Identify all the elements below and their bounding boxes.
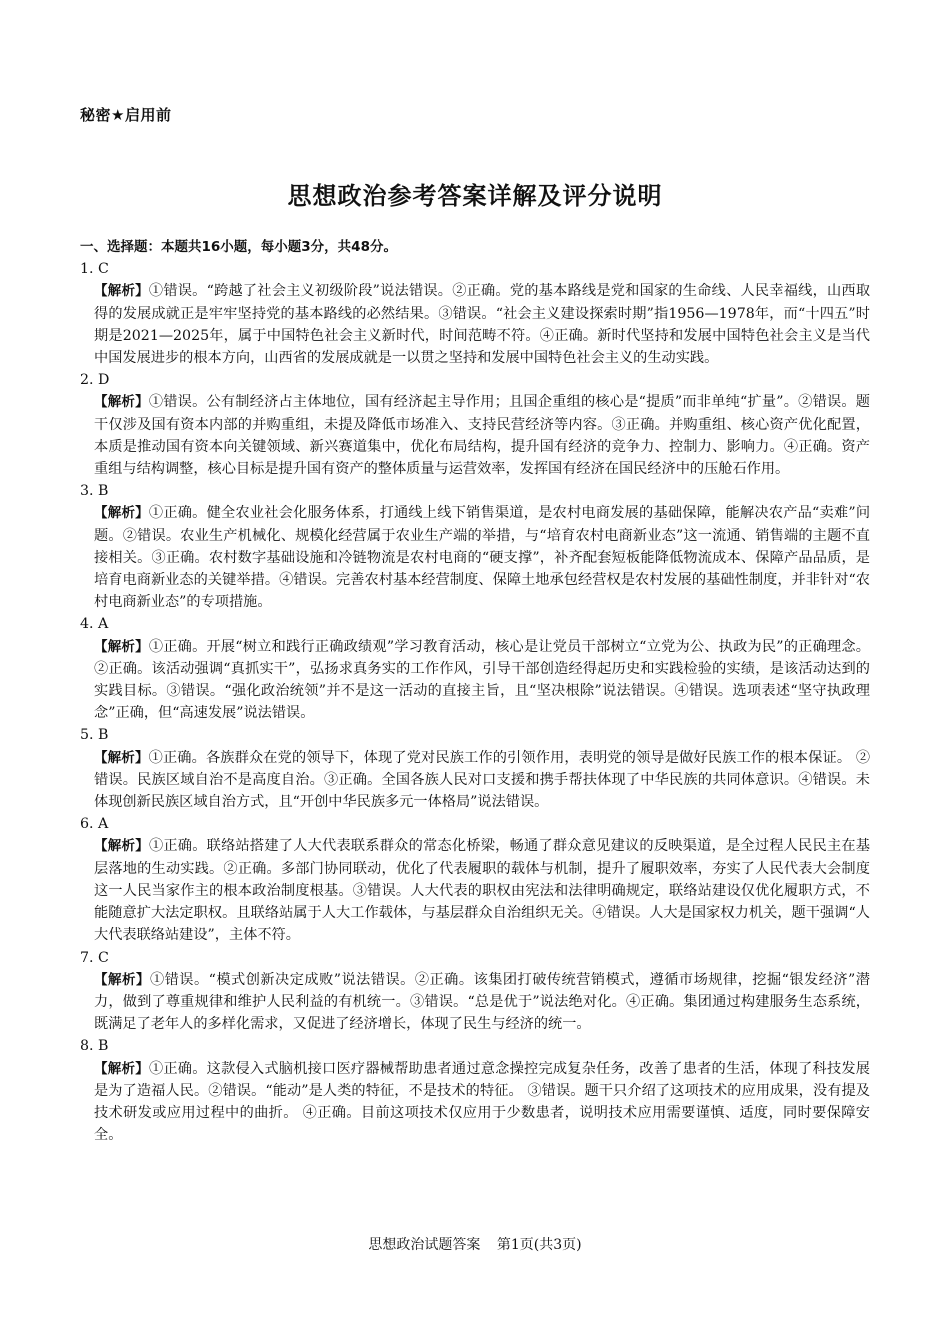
analysis-tag: 【解析】	[94, 283, 149, 300]
analysis-text	[94, 391, 870, 480]
question-number: 4. A	[80, 616, 109, 633]
analysis-tag: 【解析】	[94, 1060, 149, 1077]
question-8	[80, 1035, 870, 1146]
analysis-text	[94, 835, 870, 946]
question-6	[80, 813, 870, 946]
section-heading: 一、选择题：本题共16小题，每小题3分，共48分。	[80, 239, 397, 255]
question-4	[80, 613, 870, 724]
confidential-label: 秘密★启用前	[80, 106, 172, 124]
analysis-tag: 【解析】	[94, 638, 149, 655]
question-5	[80, 724, 870, 813]
question-number: 1. C	[80, 261, 109, 278]
analysis-tag: 【解析】	[94, 971, 150, 988]
question-7	[80, 947, 870, 1036]
footer-page-number: 第1页(共3页)	[496, 1237, 582, 1253]
analysis-tag: 【解析】	[94, 838, 149, 855]
analysis-tag: 【解析】	[94, 505, 149, 522]
analysis-text	[94, 747, 870, 814]
question-number: 3. B	[80, 483, 109, 500]
analysis-body: ①正确。这款侵入式脑机接口医疗器械帮助患者通过意念操控完成复杂任务，改善了患者的生活，体现了科技发展是为了造福人民。②错误。“能动”是人类的特征，不是技术的特征。 ③错误。题干只介绍了这项技术的应用成果，没有提及技术研发或应用过程中的曲折。 ④正确。目前这项技术仅应用于少数患者，说明技术应用需要谨慎、适度，同时要保障安全。	[94, 1060, 870, 1144]
question-number: 6. A	[80, 816, 109, 833]
answer-content	[80, 236, 870, 1146]
question-3	[80, 480, 870, 613]
analysis-tag: 【解析】	[94, 749, 149, 766]
question-number: 2. D	[80, 372, 110, 389]
analysis-body: ①正确。联络站搭建了人大代表联系群众的常态化桥梁，畅通了群众意见建议的反映渠道，是全过程人民民主在基层落地的生动实践。②正确。多部门协同联动，优化了代表履职的载体与机制，提升了履职效率，夯实了人民代表大会制度这一人民当家作主的根本政治制度根基。③错误。人大代表的职权由宪法和法律明确规定，联络站建设仅优化履职方式，不能随意扩大法定职权。且联络站属于人大工作载体，与基层群众自治组织无关。④错误。人大是国家权力机关，题干强调“人大代表联络站建设”，主体不符。	[94, 838, 870, 944]
analysis-body: ①正确。开展“树立和践行正确政绩观”学习教育活动，核心是让党员干部树立“立党为公、执政为民”的正确理念。②正确。该活动强调“真抓实干”，弘扬求真务实的工作作风，引导干部创造经得起历史和实践检验的实绩，是该活动达到的实践目标。③错误。“强化政治统领”并不是这一活动的直接主旨，且“坚决根除”说法错误。④错误。选项表述“坚守执政理念”正确，但“高速发展”说法错误。	[94, 638, 870, 722]
analysis-text	[94, 969, 870, 1036]
analysis-text	[94, 636, 870, 725]
question-number: 7. C	[80, 949, 109, 966]
analysis-text	[94, 1058, 870, 1147]
page-footer	[0, 1234, 950, 1254]
page-title: 思想政治参考答案详解及评分说明	[287, 182, 663, 210]
question-1	[80, 258, 870, 369]
question-number: 8. B	[80, 1038, 109, 1055]
analysis-text	[94, 280, 870, 369]
question-2	[80, 369, 870, 480]
question-number: 5. B	[80, 727, 109, 744]
analysis-body: ①错误。“跨越了社会主义初级阶段”说法错误。②正确。党的基本路线是党和国家的生命线、人民幸福线，山西取得的发展成就正是牢牢坚持党的基本路线的必然结果。③错误。“社会主义建设探索时期”指1956—1978年，而“十四五”时期是2021—2025年，属于中国特色社会主义新时代，时间范畴不符。④正确。新时代坚持和发展中国特色社会主义是当代中国发展进步的根本方向，山西省的发展成就是一以贯之坚持和发展中国特色社会主义的生动实践。	[94, 283, 871, 367]
analysis-body: ①错误。“模式创新决定成败”说法错误。②正确。该集团打破传统营销模式，遵循市场规律，挖掘“银发经济”潜力，做到了尊重规律和维护人民利益的有机统一。③错误。“总是优于”说法绝对化。④正确。集团通过构建服务生态系统，既满足了老年人的多样化需求，又促进了经济增长，体现了民生与经济的统一。	[94, 971, 870, 1033]
analysis-body: ①正确。各族群众在党的领导下，体现了党对民族工作的引领作用，表明党的领导是做好民族工作的根本保证。 ②错误。民族区域自治不是高度自治。③正确。全国各族人民对口支援和携手帮扶体现了中华民族的共同体意识。④错误。未体现创新民族区域自治方式，且“开创中华民族多元一体格局”说法错误。	[94, 749, 871, 811]
analysis-text	[94, 502, 870, 613]
analysis-body: ①正确。健全农业社会化服务体系，打通线上线下销售渠道，是农村电商发展的基础保障，能解决农产品“卖难”问题。②错误。农业生产机械化、规模化经营属于农业生产端的举措，与“培育农村电商新业态”这一流通、销售端的主题不直接相关。③正确。农村数字基础设施和冷链物流是农村电商的“硬支撑”，补齐配套短板能降低物流成本、保障产品品质，是培育电商新业态的关键举措。④错误。完善农村基本经营制度、保障土地承包经营权是农村发展的基础性制度，并非针对“农村电商新业态”的专项措施。	[94, 505, 871, 611]
footer-doc-name: 思想政治试题答案	[368, 1237, 481, 1253]
analysis-tag: 【解析】	[94, 394, 149, 411]
analysis-body: ①错误。公有制经济占主体地位，国有经济起主导作用；且国企重组的核心是“提质”而非单纯“扩量”。②错误。题干仅涉及国有资本内部的并购重组，未提及降低市场准入、支持民营经济等内容。③正确。并购重组、核心资产优化配置，本质是推动国有资本向关键领域、新兴赛道集中，优化布局结构，提升国有经济的竞争力、控制力、影响力。④正确。资产重组与结构调整，核心目标是提升国有资产的整体质量与运营效率，发挥国有经济在国民经济中的压舱石作用。	[94, 394, 870, 478]
